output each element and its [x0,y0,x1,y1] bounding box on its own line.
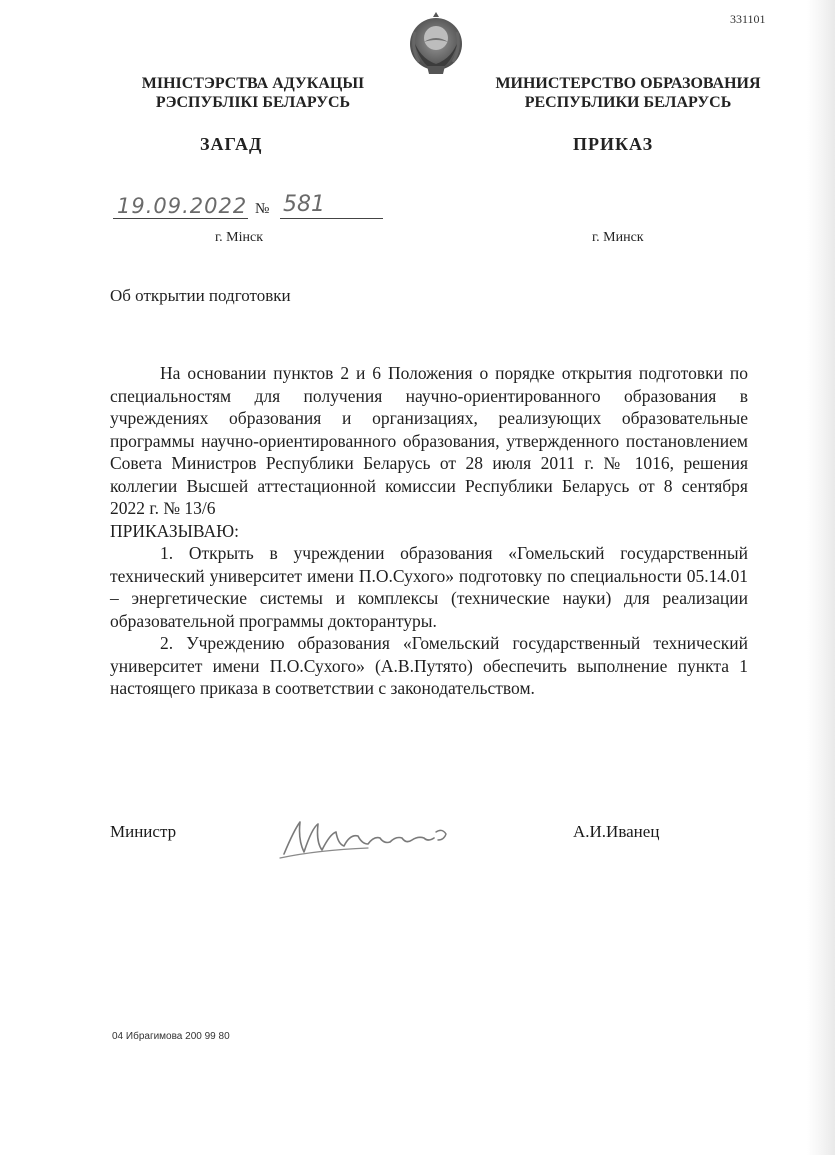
date-underline [113,218,248,219]
date-number-line [113,192,383,222]
preamble-paragraph: На основании пунктов 2 и 6 Положения о порядке открытия подготовки по специальностям для получения научно-ориентированного образования в учреждениях образования и организациях, реализующих образовательные программы научно-ориентированного образования, утвержденного постановлением Совета Министров Республики Беларусь от 28 июля 2011 г. № 1016, решения коллегии Высшей аттестационной комиссии Республики Беларусь от 8 сентября 2022 г. № 13/6 [110,363,748,518]
document-number: 331101 [730,12,766,26]
executor-note: 04 Ибрагимова 200 99 80 [112,1031,230,1042]
order-title-by: ЗАГАД [200,134,263,154]
order-title-ru: ПРИКАЗ [573,134,654,154]
ministry-ru-line-1: МИНИСТЕРСТВО ОБРАЗОВАНИЯ [495,75,761,92]
ministry-name-by [118,74,388,112]
order-subject: Об открытии подготовки [110,286,291,305]
handwritten-signature [278,810,478,862]
handwritten-date: 19.09.2022 [117,194,248,218]
signature-block [110,818,750,868]
handwritten-number: 581 [283,192,325,217]
order-item-1: 1. Открыть в учреждении образования «Гомельский государственный технический университет имени П.О.Сухого» подготовку по специальности 05.14.01 – энергетические системы и комплексы (технические науки) для реализации образовательной программы докторантуры. [110,543,748,631]
number-underline [280,218,383,219]
order-body [110,362,748,700]
ministry-by-line-1: МІНІСТЭРСТВА АДУКАЦЫІ [141,75,365,92]
scan-page-edge [807,0,835,1155]
order-word: ПРИКАЗЫВАЮ: [110,520,239,541]
city-by: г. Мінск [215,230,264,245]
ministry-ru-line-2: РЕСПУБЛИКИ БЕЛАРУСЬ [524,94,732,111]
signatory-position: Министр [110,822,177,841]
signatory-name: А.И.Иванец [573,822,660,841]
ministry-by-line-2: РЭСПУБЛІКІ БЕЛАРУСЬ [155,94,351,111]
city-ru: г. Минск [592,230,644,245]
order-item-2: 2. Учреждению образования «Гомельский государственный технический университет имени П.О.Сухого» (А.В.Путято) обеспечить выполнение пункта 1 настоящего приказа в соответствии с законодательством. [110,633,748,698]
number-sign: № [255,201,270,217]
ministry-name-ru [478,74,778,112]
state-emblem-icon [405,8,467,80]
